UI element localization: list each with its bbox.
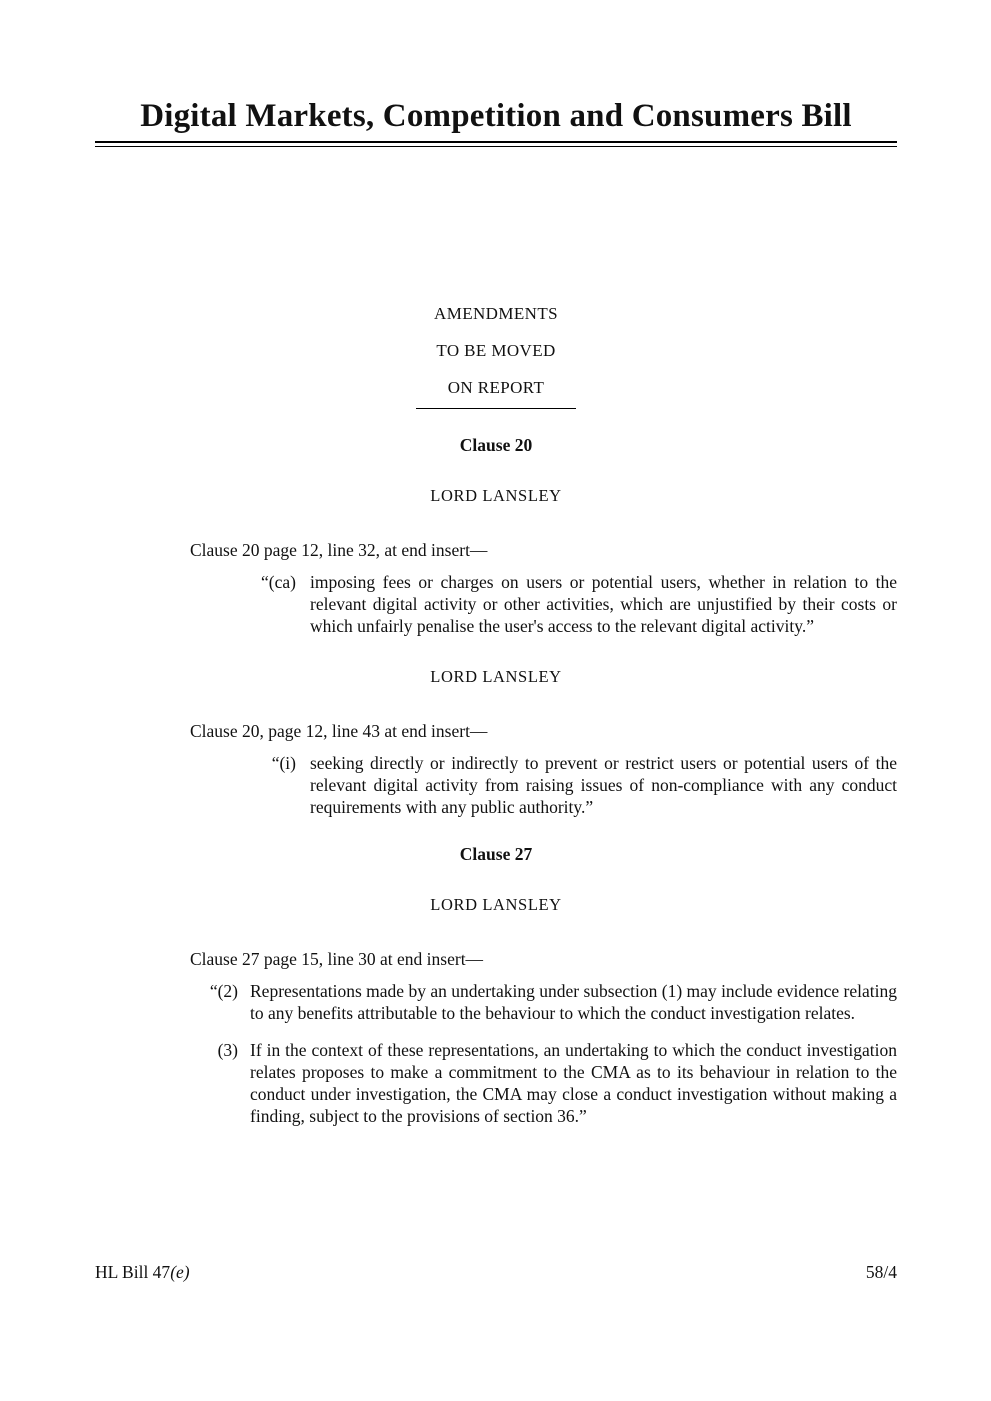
paragraph-number: (3) xyxy=(217,1040,238,1061)
amendments-header xyxy=(95,305,897,409)
amendment-text: seeking directly or indirectly to prevent or restrict users or potential users of the relevant digital activity from raising issues of non-compliance with any conduct requirements with any public authority.” xyxy=(310,753,897,818)
paragraph-text: If in the context of these representations, an undertaking to which the conduct investigation relates proposes to make a commitment to the CMA as to its behaviour in relation to the conduct under investigation, the CMA may close a conduct investigation without making a finding, subject to the provisions of section 36.” xyxy=(250,1040,897,1127)
clause-20-heading: Clause 20 xyxy=(459,435,533,456)
paragraph-number: “(2) xyxy=(209,981,238,1002)
amendment-number: “(ca) xyxy=(261,572,296,593)
title-double-rule xyxy=(95,141,897,147)
footer-sheet-number: 58/4 xyxy=(865,1262,897,1282)
clause-20-amendment-2-block xyxy=(250,752,897,818)
clause-27-paragraph-2 xyxy=(205,980,897,1024)
clause-27-heading: Clause 27 xyxy=(459,844,533,865)
clause-20-amendment-1-block xyxy=(250,571,897,637)
header-line-on-report-wrap xyxy=(95,379,897,409)
clause-20-amendment-1-instruction: Clause 20 page 12, line 32, at end insert— xyxy=(190,540,488,561)
bill-title: Digital Markets, Competition and Consumers Bill xyxy=(140,98,852,134)
amendment-text: imposing fees or charges on users or potential users, whether in relation to the relevant digital activity or other activities, which are unjustified by their costs or which unfairly penalise the user's access to the relevant digital activity.” xyxy=(310,572,897,637)
footer-bill-reference xyxy=(95,1262,190,1283)
footer-bill-number: HL Bill 47 xyxy=(95,1262,171,1282)
clause-20-amendment-2-mover: LORD LANSLEY xyxy=(430,667,562,687)
page-footer xyxy=(95,1262,897,1283)
clause-20-amendment-1-mover: LORD LANSLEY xyxy=(430,486,562,506)
footer-bill-suffix: (e) xyxy=(170,1262,190,1282)
header-line-on-report: ON REPORT xyxy=(416,379,577,409)
header-line-amendments: AMENDMENTS xyxy=(434,304,558,324)
amendment-number: “(i) xyxy=(271,753,296,774)
clause-27-paragraph-3 xyxy=(205,1039,897,1127)
clause-27-amendment-mover: LORD LANSLEY xyxy=(430,895,562,915)
header-line-to-be-moved: TO BE MOVED xyxy=(436,341,556,361)
clause-27-amendment-instruction: Clause 27 page 15, line 30 at end insert— xyxy=(190,949,484,970)
paragraph-text: Representations made by an undertaking under subsection (1) may include evidence relating to any benefits attributable to the behaviour to which the conduct investigation relates. xyxy=(250,981,897,1024)
clause-20-amendment-2-instruction: Clause 20, page 12, line 43 at end insert— xyxy=(190,721,488,742)
